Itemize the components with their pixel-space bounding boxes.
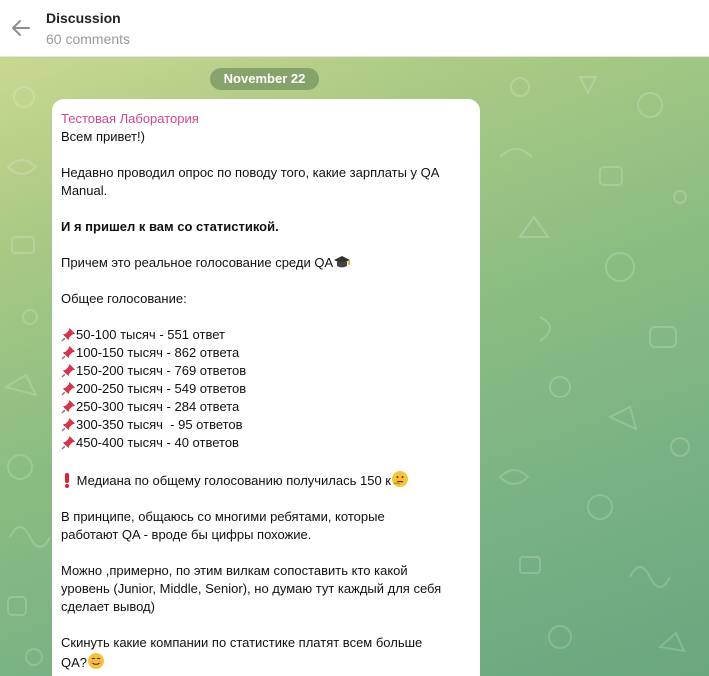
poll-item: 450-400 тысяч - 40 ответов [61,434,464,452]
message-bubble[interactable] [52,99,480,676]
date-separator: November 22 [210,68,319,90]
thinking-face-icon [391,470,409,488]
pushpin-icon [61,345,76,360]
graduation-cap-icon [333,254,351,270]
real-vote-line: Причем это реальное голосование среди QA [61,254,464,272]
pushpin-icon [61,363,76,378]
median-line: Медиана по общему голосованию получилась 150 к [61,470,464,490]
pushpin-icon [61,435,76,450]
poll-item: 250-300 тысяч - 284 ответа [61,398,464,416]
pushpin-icon [61,327,76,342]
chat-header [0,0,709,57]
header-title: Discussion [46,10,121,26]
smiling-face-icon [87,652,105,670]
header-subtitle: 60 comments [46,31,131,47]
message-text [61,128,464,672]
chat-area[interactable] [0,57,709,676]
pushpin-icon [61,399,76,414]
principle-paragraph: В принципе, общаюсь со многими ребятами, которые работают QA - вроде бы цифры похожие. [61,509,385,542]
poll-item: 150-200 тысяч - 769 ответов [61,362,464,380]
poll-item: 50-100 тысяч - 551 ответ [61,326,464,344]
poll-item: 300-350 тысяч - 95 ответов [61,416,464,434]
poll-item: 100-150 тысяч - 862 ответа [61,344,464,362]
compare-paragraph: Можно ,примерно, по этим вилкам сопоставить кто какой уровень (Junior, Middle, Senior), но думаю тут каждый для себя сделает вывод) [61,563,442,614]
overall-vote-label: Общее голосование: [61,291,187,306]
arrow-left-icon [9,16,33,40]
intro-paragraph: Недавно проводил опрос по поводу того, какие зарплаты у QA Manual. [61,165,440,198]
back-button[interactable] [9,16,33,40]
question-paragraph: Скинуть какие компании по статистике платят всем больше QA? [61,635,423,670]
greeting-line: Всем привет!) [61,129,145,144]
bold-line: И я пришел к вам со статистикой. [61,219,279,234]
pushpin-icon [61,381,76,396]
message-author[interactable]: Тестовая Лаборатория [61,111,199,126]
pushpin-icon [61,417,76,432]
exclamation-icon [61,472,73,488]
poll-item: 200-250 тысяч - 549 ответов [61,380,464,398]
